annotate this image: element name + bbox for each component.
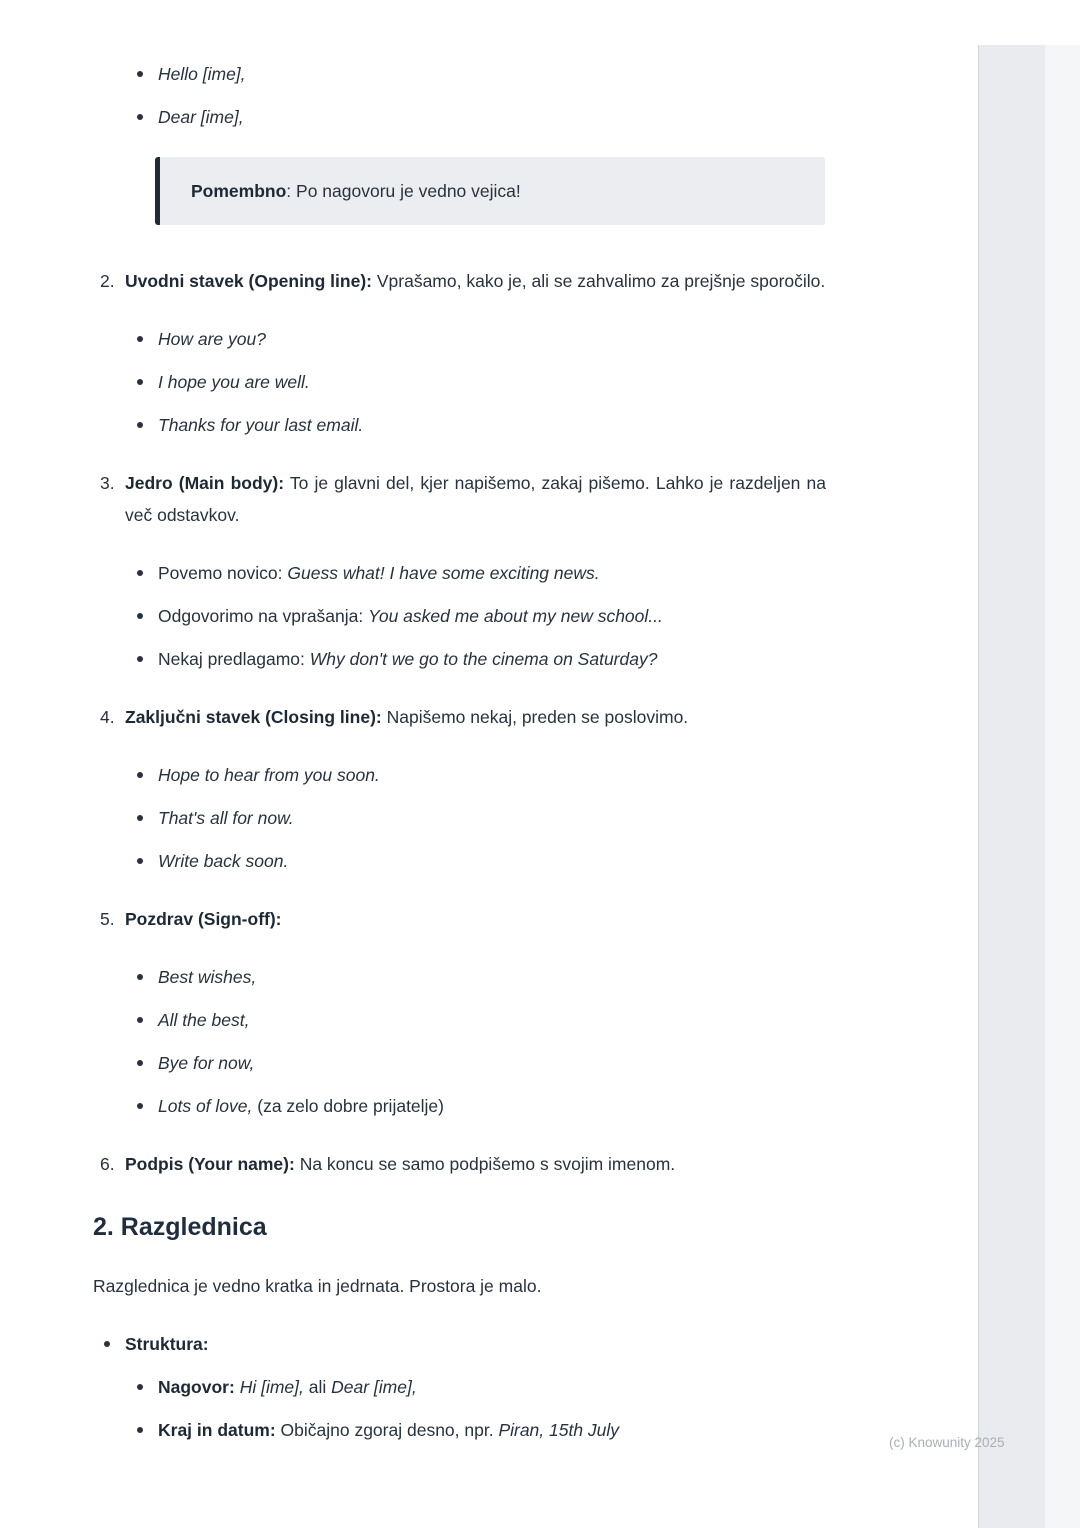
example-text: How are you?	[158, 329, 266, 349]
connector-text: ali	[303, 1377, 332, 1397]
item-5-bullets	[137, 961, 826, 1122]
example-text: All the best,	[158, 1010, 250, 1030]
list-item	[137, 802, 826, 834]
callout-lead: Pomembno	[191, 181, 287, 201]
item-number: 6.	[100, 1154, 115, 1174]
list-item	[137, 759, 826, 791]
item-text	[125, 903, 826, 935]
example-text: Write back soon.	[158, 851, 289, 871]
example-text: Bye for now,	[158, 1053, 255, 1073]
scrollbar-thumb[interactable]	[978, 45, 1045, 1528]
lead-text: Odgovorimo na vprašanja:	[158, 606, 369, 626]
struktura-list	[104, 1328, 826, 1446]
greeting-text: Dear [ime],	[158, 107, 244, 127]
numbered-item-3	[93, 467, 826, 531]
item-body: Napišemo nekaj, preden se poslovimo.	[386, 707, 689, 727]
example-text: Dear [ime],	[331, 1377, 417, 1397]
greeting-bullet-list	[137, 58, 826, 133]
sub-label: Nagovor:	[158, 1377, 235, 1397]
item-text	[125, 467, 826, 531]
lead-text: Nekaj predlagamo:	[158, 649, 310, 669]
example-text: Best wishes,	[158, 967, 257, 987]
list-item	[104, 1328, 826, 1446]
struktura-label: Struktura:	[125, 1334, 209, 1354]
numbered-item-5	[93, 903, 826, 935]
numbered-item-6	[93, 1148, 826, 1180]
example-text: Thanks for your last email.	[158, 415, 364, 435]
list-item	[137, 1371, 826, 1403]
section-heading: 2. Razglednica	[93, 1213, 267, 1241]
scrollbar-track[interactable]	[1045, 45, 1080, 1528]
numbered-item-4	[93, 701, 826, 733]
callout-important	[155, 157, 825, 225]
note-text: (za zelo dobre prijatelje)	[252, 1096, 444, 1116]
example-text: Piran, 15th July	[498, 1420, 620, 1440]
item-body: To je glavni del, kjer napišemo, zakaj pišemo. Lahko je razdeljen na več odstavkov.	[125, 473, 826, 525]
item-title: Uvodni stavek (Opening line):	[125, 271, 372, 291]
list-item	[137, 58, 826, 90]
item-number: 5.	[100, 909, 115, 929]
item-2-bullets	[137, 323, 826, 441]
list-item	[137, 1004, 826, 1036]
footer-credit: (c) Knowunity 2025	[889, 1435, 1005, 1450]
greeting-text: Hello [ime],	[158, 64, 246, 84]
callout-rest: : Po nagovoru je vedno vejica!	[286, 181, 521, 201]
list-item	[137, 1090, 826, 1122]
item-text	[125, 701, 826, 733]
example-text: That's all for now.	[158, 808, 294, 828]
lead-text: Povemo novico:	[158, 563, 288, 583]
list-item	[137, 409, 826, 441]
callout-text	[191, 175, 801, 207]
example-text: Guess what! I have some exciting news.	[287, 563, 600, 583]
list-item	[137, 600, 826, 632]
example-text: You asked me about my new school...	[368, 606, 663, 626]
item-title: Zaključni stavek (Closing line):	[125, 707, 382, 727]
list-item	[137, 101, 826, 133]
item-3-bullets	[137, 557, 826, 675]
document-content	[93, 58, 826, 1446]
list-item	[137, 366, 826, 398]
item-title: Pozdrav (Sign-off):	[125, 909, 282, 929]
item-number: 4.	[100, 707, 115, 727]
item-text	[125, 265, 826, 297]
sub-label: Kraj in datum:	[158, 1420, 276, 1440]
list-item	[137, 557, 826, 589]
list-item	[137, 323, 826, 355]
body-text: Običajno zgoraj desno, npr.	[275, 1420, 499, 1440]
section-intro: Razglednica je vedno kratka in jedrnata. Prostora je malo.	[93, 1276, 542, 1296]
item-title: Jedro (Main body):	[125, 473, 285, 493]
item-body: Vprašamo, kako je, ali se zahvalimo za prejšnje sporočilo.	[376, 271, 826, 291]
list-item	[137, 845, 826, 877]
numbered-item-2	[93, 265, 826, 297]
item-body: Na koncu se samo podpišemo s svojim imenom.	[299, 1154, 676, 1174]
item-text	[125, 1148, 826, 1180]
item-title: Podpis (Your name):	[125, 1154, 295, 1174]
list-item	[137, 1414, 826, 1446]
example-text: I hope you are well.	[158, 372, 310, 392]
item-number: 2.	[100, 271, 115, 291]
example-text: Hi [ime],	[239, 1377, 304, 1397]
list-item	[137, 961, 826, 993]
struktura-sublist	[137, 1371, 826, 1446]
list-item	[137, 643, 826, 675]
example-text: Hope to hear from you soon.	[158, 765, 380, 785]
example-text: Lots of love,	[158, 1096, 253, 1116]
item-number: 3.	[100, 473, 115, 493]
list-item	[137, 1047, 826, 1079]
example-text: Why don't we go to the cinema on Saturday?	[309, 649, 658, 669]
item-4-bullets	[137, 759, 826, 877]
